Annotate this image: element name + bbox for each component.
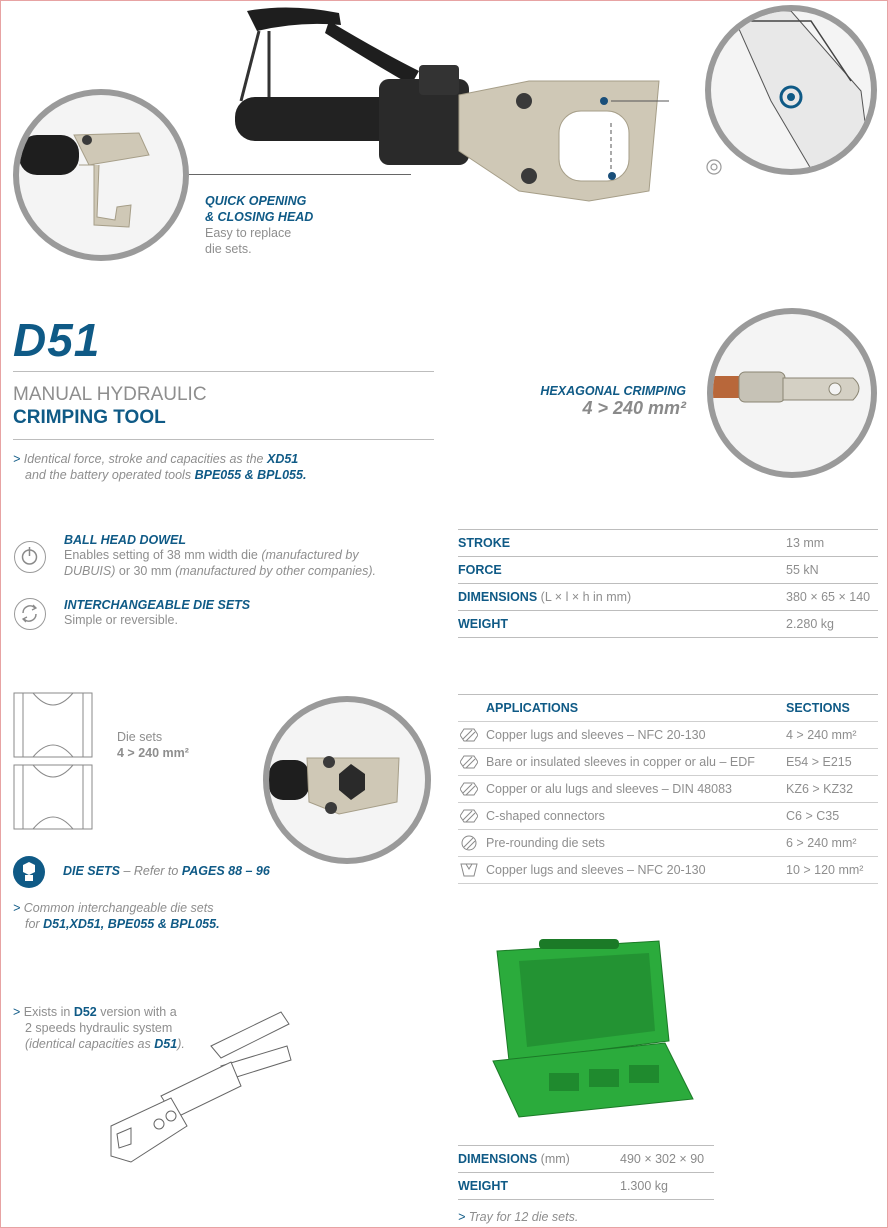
app-row-6: Copper lugs and sleeves – NFC 20-130 10 > 120 mm² [458, 857, 878, 884]
quick-open-desc: Easy to replace [205, 226, 292, 240]
crimping-tool-main-image [229, 1, 669, 211]
title-rule-bottom [13, 439, 434, 440]
model-title: D51 [13, 314, 101, 366]
dowel-desc: Enables setting of 38 mm width die (manufactured by DUBUIS) or 30 mm (manufactured by other companies). [64, 548, 376, 578]
hex-title: HEXAGONAL CRIMPING [540, 384, 686, 398]
die-sets-range: 4 > 240 mm² [117, 746, 189, 760]
hatched-hexagon-icon [460, 808, 478, 824]
app-row-3: Copper or alu lugs and sleeves – DIN 48083 KZ6 > KZ32 [458, 776, 878, 803]
app-row-4: C-shaped connectors C6 > C35 [458, 803, 878, 830]
dowel-title: BALL HEAD DOWEL [64, 533, 186, 547]
title-rule-top [13, 371, 434, 372]
tool-case-image [479, 931, 699, 1121]
die-sets-label: Die sets [117, 730, 163, 744]
quick-close-title: & CLOSING HEAD [205, 210, 314, 224]
interchange-title: INTERCHANGEABLE DIE SETS [64, 598, 251, 612]
case-weight-row: WEIGHT 1.300 kg [458, 1173, 714, 1200]
app-row-5: Pre-rounding die sets 6 > 240 mm² [458, 830, 878, 857]
quick-open-desc-2: die sets. [205, 242, 252, 256]
hatched-hexagon-icon [460, 727, 478, 743]
hatched-circle-icon [460, 835, 478, 851]
applications-header: APPLICATIONS SECTIONS [458, 695, 878, 722]
app-row-1: Copper lugs and sleeves – NFC 20-130 4 > 240 mm² [458, 722, 878, 749]
hatched-hexagon-icon [460, 754, 478, 770]
product-note: > Identical force, stroke and capacities as the XD51 and the battery operated tools BPE055 & BPL055. [13, 452, 307, 482]
hex-range: 4 > 240 mm² [582, 398, 686, 418]
case-dimensions-row: DIMENSIONS (mm) 490 × 302 × 90 [458, 1146, 714, 1173]
app-row-2: Bare or insulated sleeves in copper or alu – EDF E54 > E215 [458, 749, 878, 776]
ball-dowel-small-icon [705, 158, 723, 176]
die-set-drawing [13, 691, 93, 831]
d52-tool-drawing [101, 1006, 301, 1176]
quick-head-detail-circle [13, 89, 189, 261]
hatched-hexagon-icon [460, 781, 478, 797]
die-head-circle [263, 696, 431, 864]
hex-lug-circle [707, 308, 877, 478]
interchange-desc: Simple or reversible. [64, 613, 178, 627]
spec-row-dimensions: DIMENSIONS (L × l × h in mm) 380 × 65 × 140 [458, 584, 878, 611]
spec-row-weight: WEIGHT 2.280 kg [458, 611, 878, 638]
hex-crimping-label [451, 384, 686, 419]
spec-row-stroke: STROKE 13 mm [458, 530, 878, 557]
ball-dowel-icon [14, 541, 46, 573]
product-subtitle-2: CRIMPING TOOL [13, 407, 166, 428]
case-note: > Tray for 12 die sets. [458, 1210, 579, 1224]
callout-line [161, 174, 411, 175]
die-sets-badge-icon [13, 856, 45, 888]
d52-note: > Exists in D52 version with a 2 speeds hydraulic system (identical capacities as D51). [13, 1005, 185, 1051]
interchange-icon [14, 598, 46, 630]
spec-row-force: FORCE 55 kN [458, 557, 878, 584]
die-sets-ref: DIE SETS – Refer to PAGES 88 – 96 [63, 864, 270, 878]
quick-open-title: QUICK OPENING [205, 194, 307, 208]
dowel-detail-circle [705, 5, 877, 175]
indent-crimp-icon [460, 862, 478, 878]
product-subtitle-1: MANUAL HYDRAULIC [13, 384, 207, 405]
die-sets-common-note: > Common interchangeable die sets for D51,XD51, BPE055 & BPL055. [13, 901, 220, 931]
